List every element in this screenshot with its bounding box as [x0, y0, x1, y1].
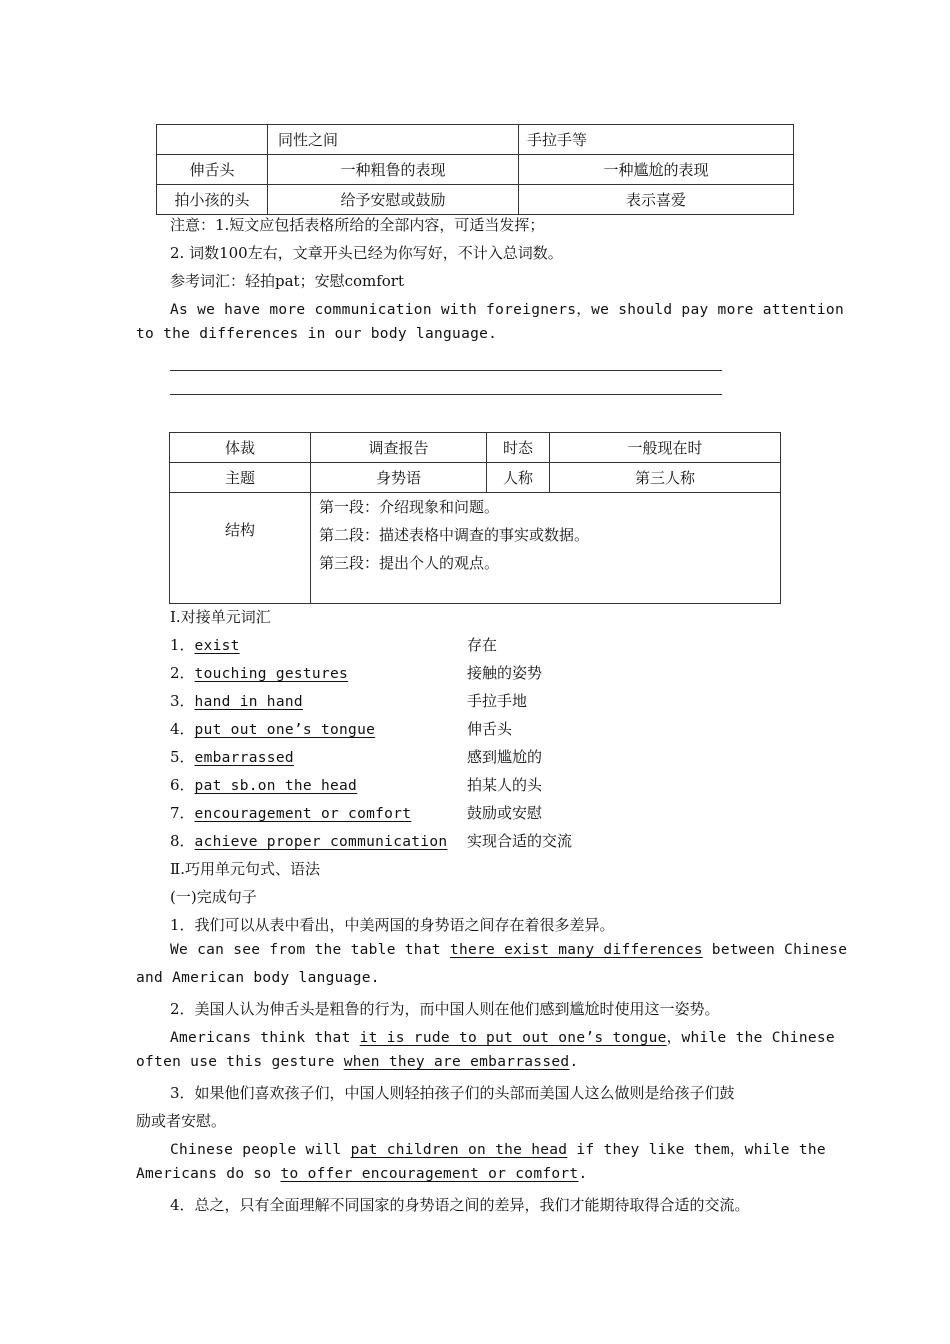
list-item: [170, 802, 411, 823]
writing-line: [170, 370, 722, 371]
item-chinese: 手拉手地: [467, 692, 528, 710]
text: .: [578, 1166, 588, 1182]
answer-blank: there exist many differences: [449, 942, 703, 958]
item-number: 3．: [170, 692, 195, 710]
text: Chinese people will: [170, 1142, 351, 1158]
item-english: encouragement or comfort: [194, 806, 412, 822]
item-number: 2．: [170, 664, 195, 682]
list-item: [170, 774, 357, 795]
structure-paragraph-1: 第一段：介绍现象和问题。: [319, 498, 500, 516]
essay-intro-line-1: As we have more communication with foreigners，we should pay more attention: [170, 302, 844, 318]
table-cell: 同性之间: [268, 125, 519, 155]
sentence-text: 总之，只有全面理解不同国家的身势语之间的差异，我们才能期待取得合适的交流。: [194, 1196, 750, 1214]
sentence-2-chinese: [170, 998, 720, 1019]
text: We can see from the table that: [170, 942, 450, 958]
item-english: embarrassed: [194, 750, 294, 766]
item-chinese: 伸舌头: [467, 720, 513, 738]
text: between Chinese: [702, 942, 848, 958]
sentence-text: 美国人认为伸舌头是粗鲁的行为，而中国人则在他们感到尴尬时使用这一姿势。: [194, 1000, 720, 1018]
item-english: achieve proper communication: [194, 834, 448, 850]
table-row: [170, 433, 781, 463]
text: ，while the Chinese: [666, 1030, 835, 1046]
table-cell: 一种粗鲁的表现: [268, 155, 519, 185]
sentence-number: 1．: [170, 916, 195, 934]
list-item: [170, 830, 447, 851]
answer-blank: pat children on the head: [350, 1142, 568, 1158]
table-cell: 给予安慰或鼓励: [268, 185, 519, 215]
answer-blank: when they are embarrassed: [343, 1054, 570, 1070]
table-cell: 拍小孩的头: [157, 185, 268, 215]
sentence-4-chinese: [170, 1194, 750, 1215]
tense-value: 一般现在时: [550, 433, 781, 463]
sentence-number: 3．: [170, 1084, 195, 1102]
list-item: [170, 746, 294, 767]
essay-intro-line-2: to the differences in our body language.: [136, 326, 498, 342]
sentence-3-chinese-cont: 励或者安慰。: [136, 1112, 227, 1130]
sentence-number: 4．: [170, 1196, 195, 1214]
sentence-1-english-cont: and American body language.: [136, 970, 380, 986]
item-chinese: 感到尴尬的: [467, 748, 543, 766]
item-chinese: 实现合适的交流: [467, 832, 573, 850]
answer-blank: it is rude to put out one’s tongue: [359, 1030, 667, 1046]
sentence-number: 2．: [170, 1000, 195, 1018]
genre-label: 体裁: [170, 433, 311, 463]
writing-guide-table: [169, 432, 781, 604]
table-row: [157, 125, 794, 155]
item-english: put out one’s tongue: [194, 722, 376, 738]
list-item: [170, 662, 348, 683]
table-cell: [157, 125, 268, 155]
item-number: 6．: [170, 776, 195, 794]
person-value: 第三人称: [550, 463, 781, 493]
table-cell: 伸舌头: [157, 155, 268, 185]
list-item: [170, 690, 303, 711]
item-number: 7．: [170, 804, 195, 822]
table-row: [157, 155, 794, 185]
text: often use this gesture: [136, 1054, 344, 1070]
tense-label: 时态: [487, 433, 550, 463]
item-number: 4．: [170, 720, 195, 738]
table-cell: 手拉手等: [519, 125, 794, 155]
table-cell: 表示喜爱: [519, 185, 794, 215]
item-chinese: 存在: [467, 636, 498, 654]
section-1-title: Ⅰ.对接单元词汇: [170, 608, 271, 626]
note-line-2: 2. 词数100左右，文章开头已经为你写好，不计入总词数。: [170, 244, 563, 262]
topic-label: 主题: [170, 463, 311, 493]
genre-value: 调查报告: [311, 433, 487, 463]
note-line-1: 注意：1.短文应包括表格所给的全部内容，可适当发挥；: [170, 216, 545, 234]
sentence-2-english: [170, 1026, 835, 1047]
item-number: 1．: [170, 636, 195, 654]
structure-cell: [311, 493, 781, 604]
text: Americans think that: [170, 1030, 360, 1046]
person-label: 人称: [487, 463, 550, 493]
section-2-title: Ⅱ.巧用单元句式、语法: [170, 860, 320, 878]
sentence-1-chinese: [170, 914, 615, 935]
note-vocab: 参考词汇：轻拍pat；安慰comfort: [170, 272, 405, 290]
item-english: exist: [194, 638, 240, 654]
sentence-3-english: [170, 1138, 826, 1159]
sentence-1-english: [170, 942, 848, 958]
table-row: [170, 493, 781, 604]
table-row: [157, 185, 794, 215]
text: .: [569, 1054, 579, 1070]
table-cell: 一种尴尬的表现: [519, 155, 794, 185]
section-2-subtitle: (一)完成句子: [170, 888, 257, 906]
text: Americans do so: [136, 1166, 281, 1182]
structure-paragraph-2: 第二段：描述表格中调查的事实或数据。: [319, 526, 590, 544]
item-english: hand in hand: [194, 694, 303, 710]
item-chinese: 鼓励或安慰: [467, 804, 543, 822]
writing-line: [170, 394, 722, 395]
item-english: pat sb.on the head: [194, 778, 358, 794]
sentence-text: 如果他们喜欢孩子们，中国人则轻拍孩子们的头部而美国人这么做则是给孩子们鼓: [194, 1084, 735, 1102]
sentence-2-english-cont: [136, 1054, 578, 1070]
sentence-3-english-cont: [136, 1166, 588, 1182]
list-item: [170, 634, 240, 655]
sentence-3-chinese: [170, 1082, 735, 1103]
item-chinese: 接触的姿势: [467, 664, 543, 682]
table-row: [170, 463, 781, 493]
item-english: touching gestures: [194, 666, 349, 682]
item-chinese: 拍某人的头: [467, 776, 543, 794]
structure-label: 结构: [170, 493, 311, 604]
comparison-table: [156, 124, 794, 215]
list-item: [170, 718, 375, 739]
structure-paragraph-3: 第三段：提出个人的观点。: [319, 554, 500, 572]
text: if they like them，while the: [567, 1142, 826, 1158]
item-number: 5．: [170, 748, 195, 766]
sentence-text: 我们可以从表中看出，中美两国的身势语之间存在着很多差异。: [194, 916, 615, 934]
topic-value: 身势语: [311, 463, 487, 493]
answer-blank: to offer encouragement or comfort: [280, 1166, 579, 1182]
item-number: 8．: [170, 832, 195, 850]
